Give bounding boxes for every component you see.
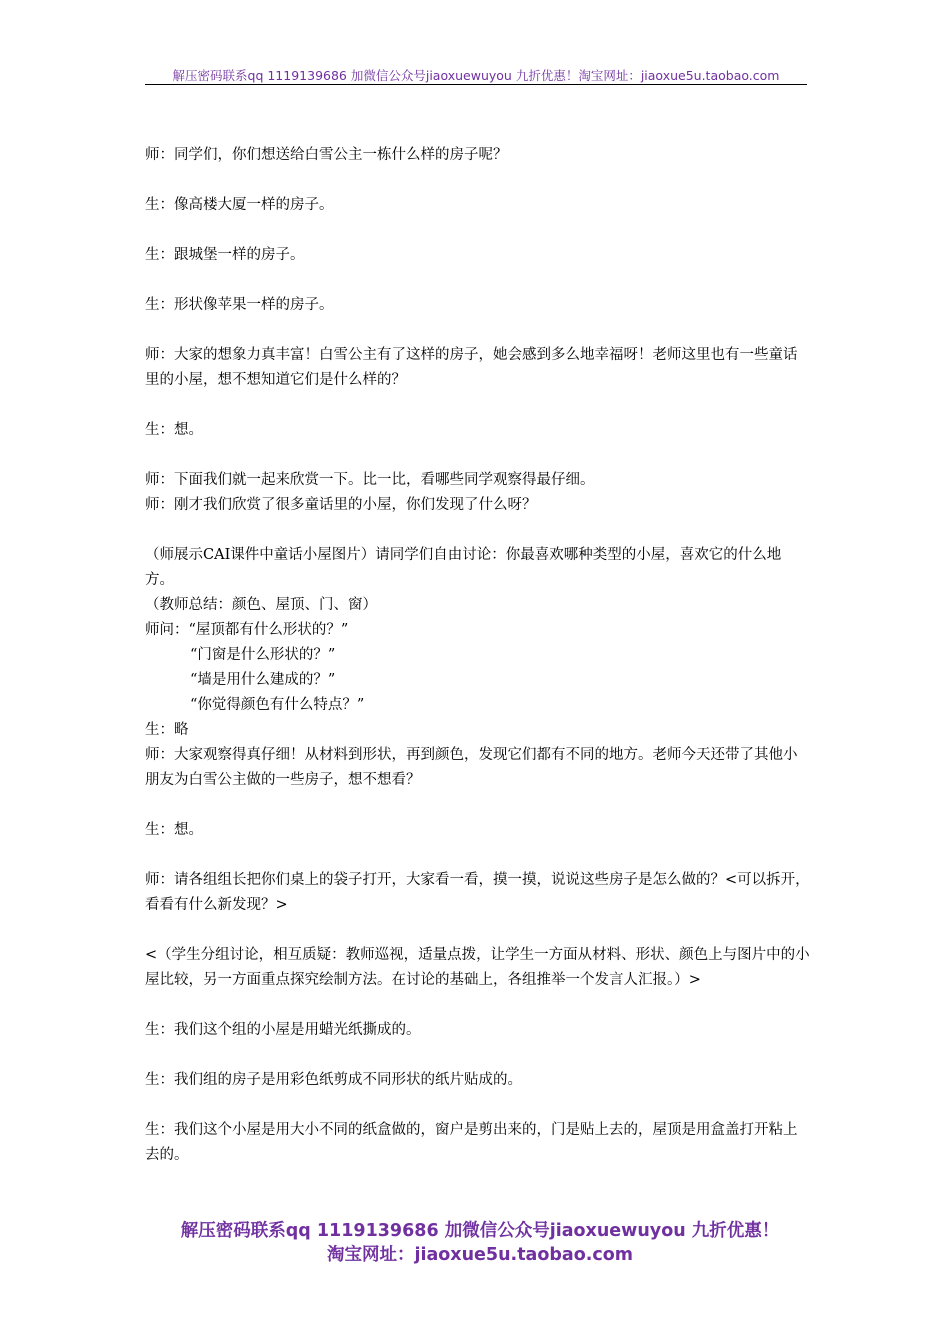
page-footer (100, 1219, 860, 1267)
footer-line: 解压密码联系qq 1119139686 加微信公众号jiaoxuewuyou 九折优惠！ (180, 1221, 780, 1241)
footer-line: 淘宝网址：jiaoxue5u.taobao.com (326, 1245, 634, 1265)
paragraph: 生：我们组的房子是用彩色纸剪成不同形状的纸片贴成的。 (145, 1072, 522, 1088)
paragraph: “门窗是什么形状的？” (190, 647, 336, 663)
paragraph: （教师总结：颜色、屋顶、门、窗） (145, 597, 377, 613)
paragraph: （师展示CAI课件中童话小屋图片）请同学们自由讨论：你最喜欢哪种类型的小屋，喜欢它的什么地方。 (145, 547, 782, 588)
paragraph: 师问：“屋顶都有什么形状的？” (145, 622, 349, 638)
paragraph: 生：略 (145, 722, 189, 738)
paragraph: 生：形状像苹果一样的房子。 (145, 297, 334, 313)
paragraph: 生：像高楼大厦一样的房子。 (145, 197, 334, 213)
page-header: 解压密码联系qq 1119139686 加微信公众号jiaoxuewuyou 九折优惠！淘宝网址：jiaoxue5u.taobao.com (172, 68, 780, 83)
header-rule (145, 84, 807, 85)
paragraph: 师：下面我们就一起来欣赏一下。比一比，看哪些同学观察得最仔细。 (145, 472, 595, 488)
paragraph: 生：我们这个组的小屋是用蜡光纸撕成的。 (145, 1022, 421, 1038)
paragraph: 生：跟城堡一样的房子。 (145, 247, 305, 263)
paragraph: “墙是用什么建成的？” (190, 672, 336, 688)
paragraph: 师：大家观察得真仔细！从材料到形状，再到颜色，发现它们都有不同的地方。老师今天还带了其他小朋友为白雪公主做的一些房子，想不想看？ (145, 747, 798, 788)
paragraph: 生：想。 (145, 822, 203, 838)
paragraph: 生：想。 (145, 422, 203, 438)
paragraph: 师：同学们，你们想送给白雪公主一栋什么样的房子呢？ (145, 147, 508, 163)
paragraph: 生：我们这个小屋是用大小不同的纸盒做的，窗户是剪出来的，门是贴上去的，屋顶是用盒盖打开粘上去的。 (145, 1122, 798, 1163)
document-body (145, 143, 810, 1168)
paragraph: <（学生分组讨论，相互质疑：教师巡视，适量点拨，让学生一方面从材料、形状、颜色上与图片中的小屋比较，另一方面重点探究绘制方法。在讨论的基础上，各组推举一个发言人汇报。）> (145, 947, 810, 988)
paragraph: 师：刚才我们欣赏了很多童话里的小屋，你们发现了什么呀？ (145, 497, 537, 513)
paragraph: 师：大家的想象力真丰富！白雪公主有了这样的房子，她会感到多么地幸福呀！老师这里也有一些童话里的小屋，想不想知道它们是什么样的？ (145, 347, 798, 388)
paragraph: “你觉得颜色有什么特点？” (190, 697, 365, 713)
paragraph: 师：请各组组长把你们桌上的袋子打开，大家看一看，摸一摸，说说这些房子是怎么做的？<可以拆开，看看有什么新发现？> (145, 872, 810, 913)
